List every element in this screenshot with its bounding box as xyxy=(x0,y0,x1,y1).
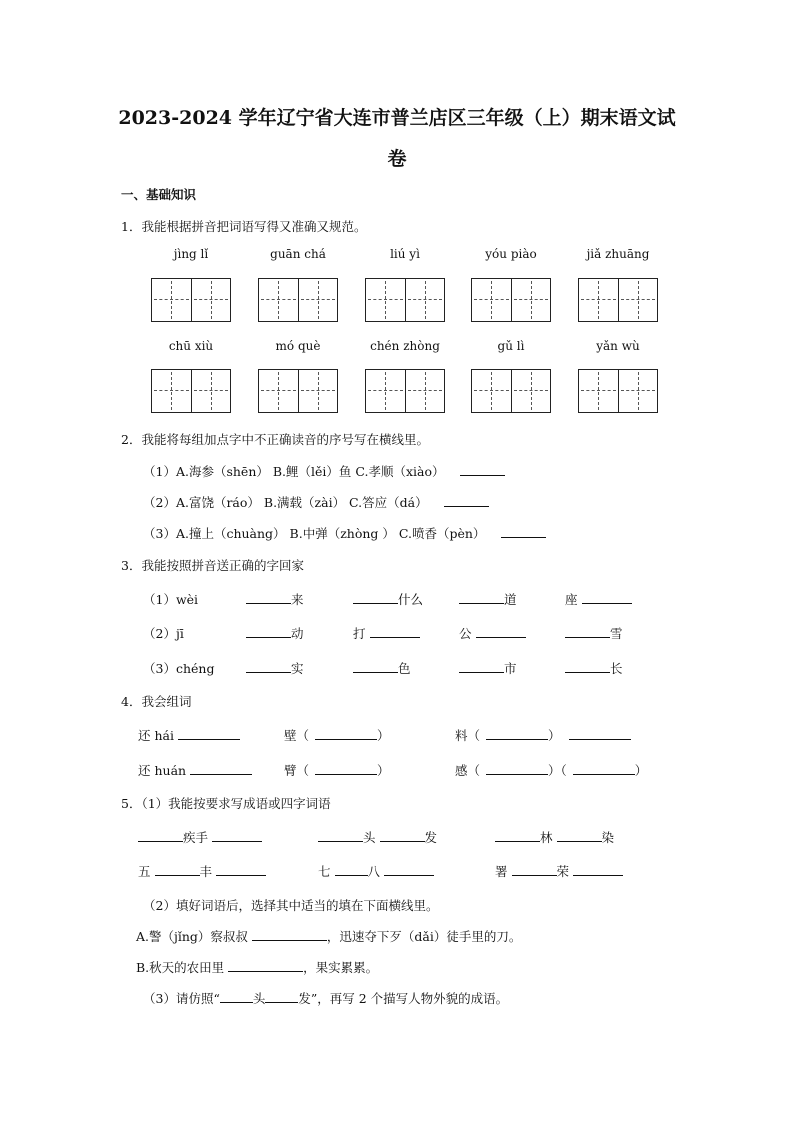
pinyin-label: mó què xyxy=(275,339,321,353)
answer-blank[interactable] xyxy=(569,727,631,740)
q5-item xyxy=(138,863,266,881)
q3-char: 什么 xyxy=(398,592,424,607)
q5-item xyxy=(495,829,614,847)
q5-char: 疾手 xyxy=(183,830,209,845)
writing-grid[interactable] xyxy=(151,369,231,413)
q4-bracket: ） xyxy=(548,728,561,743)
q4-item xyxy=(455,727,631,745)
q3-label: （2）jī xyxy=(143,626,184,641)
writing-grid[interactable] xyxy=(258,278,338,322)
q1-prompt: 1．我能根据拼音把词语写得又准确又规范。 xyxy=(121,219,367,234)
q3-char: 动 xyxy=(291,626,304,641)
q2-item xyxy=(143,494,489,512)
writing-grid[interactable] xyxy=(258,369,338,413)
answer-blank[interactable] xyxy=(335,863,368,876)
q3-cell xyxy=(565,660,623,678)
answer-blank[interactable] xyxy=(459,591,504,604)
writing-grid[interactable] xyxy=(471,369,551,413)
q2-item-text: （2）A.富饶（ráo） B.满载（zài） C.答应（dá） xyxy=(143,495,428,510)
q5-char: 头 xyxy=(363,830,376,845)
q3-cell xyxy=(353,625,420,643)
q4-bracket: ） xyxy=(634,763,648,778)
answer-blank[interactable] xyxy=(265,990,298,1003)
answer-blank[interactable] xyxy=(384,863,434,876)
answer-blank[interactable] xyxy=(353,660,398,673)
answer-blank[interactable] xyxy=(565,625,610,638)
q4-char: 还 huán xyxy=(138,763,187,778)
answer-blank[interactable] xyxy=(246,660,291,673)
q3-cell xyxy=(459,660,517,678)
q4-bracket: ） xyxy=(377,728,390,743)
pinyin-label: jìng lǐ xyxy=(173,247,209,261)
answer-blank[interactable] xyxy=(495,829,540,842)
answer-blank[interactable] xyxy=(501,525,546,538)
q5-char: 七 xyxy=(318,864,331,879)
answer-blank[interactable] xyxy=(315,762,377,775)
q5-sentence-b xyxy=(136,959,378,977)
q5-item xyxy=(318,829,437,847)
q3-cell xyxy=(565,591,632,609)
writing-grid[interactable] xyxy=(365,278,445,322)
q3-char: 雪 xyxy=(610,626,623,641)
answer-blank[interactable] xyxy=(486,727,548,740)
answer-blank[interactable] xyxy=(138,829,183,842)
q4-bracket: ）（ xyxy=(548,763,567,778)
section-heading: 一、基础知识 xyxy=(121,187,197,202)
q3-cell xyxy=(459,625,526,643)
q3-cell xyxy=(459,591,517,609)
q5-item xyxy=(318,863,434,881)
q3-cell xyxy=(353,660,411,678)
q5-subprompt-3 xyxy=(143,990,508,1008)
answer-blank[interactable] xyxy=(460,463,505,476)
q3-label: （3）chéng xyxy=(143,661,215,676)
q4-bracket: ） xyxy=(377,763,390,778)
q5-char: 发 xyxy=(424,830,438,845)
q4-prompt: 4．我会组词 xyxy=(121,694,192,709)
pinyin-label: yóu piào xyxy=(485,247,537,261)
answer-blank[interactable] xyxy=(512,863,557,876)
answer-blank[interactable] xyxy=(252,928,327,941)
q5-text: （3）请仿照“ xyxy=(143,991,220,1006)
q4-item xyxy=(138,762,252,780)
q3-prompt: 3．我能按照拼音送正确的字回家 xyxy=(121,558,304,573)
exam-title-continued: 卷 xyxy=(387,148,407,170)
q5-char: 五 xyxy=(138,864,151,879)
answer-blank[interactable] xyxy=(573,863,623,876)
q4-char: 臂（ xyxy=(284,763,310,778)
q4-item xyxy=(138,727,240,745)
q5-sentence-text: A.警（jǐng）察叔叔 xyxy=(136,929,248,944)
q3-label: （1）wèi xyxy=(143,592,199,607)
q3-char: 来 xyxy=(291,592,304,607)
q2-item-text: （1）A.海参（shēn） B.鲤（lěi）鱼 C.孝顺（xiào） xyxy=(143,464,445,479)
writing-grid[interactable] xyxy=(578,278,658,322)
writing-grid[interactable] xyxy=(365,369,445,413)
answer-blank[interactable] xyxy=(444,494,489,507)
q2-item xyxy=(143,525,546,543)
answer-blank[interactable] xyxy=(573,762,635,775)
q5-item xyxy=(138,829,262,847)
answer-blank[interactable] xyxy=(380,829,425,842)
exam-title: 2023-2024 学年辽宁省大连市普兰店区三年级（上）期末语文试 xyxy=(118,107,676,129)
q5-item xyxy=(495,863,623,881)
q4-item xyxy=(455,762,647,780)
pinyin-label: chū xiù xyxy=(168,339,214,353)
q3-char: 实 xyxy=(291,661,304,676)
q3-cell xyxy=(353,591,423,609)
q3-char: 公 xyxy=(459,626,472,641)
q4-char: 壁（ xyxy=(284,728,310,743)
answer-blank[interactable] xyxy=(370,625,420,638)
q4-item xyxy=(284,727,390,745)
q5-text: 头 xyxy=(252,991,266,1006)
q4-char: 料（ xyxy=(455,728,481,743)
answer-blank[interactable] xyxy=(246,591,291,604)
q4-item xyxy=(284,762,390,780)
q4-char: 感（ xyxy=(455,763,481,778)
answer-blank[interactable] xyxy=(178,727,240,740)
q5-char: 丰 xyxy=(199,864,213,879)
q3-char: 座 xyxy=(565,592,578,607)
writing-grid[interactable] xyxy=(578,369,658,413)
q5-char: 署 xyxy=(495,864,508,879)
q3-cell xyxy=(565,625,623,643)
q5-subprompt: （2）填好词语后，选择其中适当的填在下面横线里。 xyxy=(143,898,439,913)
pinyin-label: chén zhòng xyxy=(370,339,440,353)
q2-item-text: （3）A.撞上（chuàng） B.中弹（zhòng ） C.喷香（pèn） xyxy=(143,526,486,541)
pinyin-label: guān chá xyxy=(270,247,326,261)
answer-blank[interactable] xyxy=(486,762,548,775)
q5-char: 染 xyxy=(601,830,615,845)
q5-sentence-a xyxy=(136,928,521,946)
answer-blank[interactable] xyxy=(476,625,526,638)
answer-blank[interactable] xyxy=(557,829,602,842)
answer-blank[interactable] xyxy=(228,959,303,972)
answer-blank[interactable] xyxy=(318,829,363,842)
answer-blank[interactable] xyxy=(212,829,262,842)
q5-text: 发”，再写 2 个描写人物外貌的成语。 xyxy=(298,991,509,1006)
q3-char: 色 xyxy=(398,661,411,676)
answer-blank[interactable] xyxy=(246,625,291,638)
q5-sentence-text: ，果实累累。 xyxy=(303,960,379,975)
q5-sentence-text: ，迅速夺下歹（dǎi）徒手里的刀。 xyxy=(326,929,522,944)
answer-blank[interactable] xyxy=(565,660,610,673)
q3-char: 市 xyxy=(504,661,517,676)
q2-prompt: 2．我能将每组加点字中不正确读音的序号写在横线里。 xyxy=(121,432,429,447)
pinyin-label: yǎn wù xyxy=(596,339,640,353)
q2-item xyxy=(143,463,505,481)
q5-prompt: 5．（1）我能按要求写成语或四字词语 xyxy=(121,796,331,811)
writing-grid[interactable] xyxy=(151,278,231,322)
q5-char: 林 xyxy=(540,830,553,845)
answer-blank[interactable] xyxy=(459,660,504,673)
q3-cell xyxy=(246,591,304,609)
q3-cell xyxy=(246,625,304,643)
answer-blank[interactable] xyxy=(190,762,252,775)
answer-blank[interactable] xyxy=(155,863,200,876)
answer-blank[interactable] xyxy=(220,990,253,1003)
answer-blank[interactable] xyxy=(216,863,266,876)
q5-sentence-text: B.秋天的农田里 xyxy=(136,960,225,975)
answer-blank[interactable] xyxy=(315,727,377,740)
pinyin-label: gǔ lì xyxy=(497,339,525,353)
q3-char: 长 xyxy=(610,661,623,676)
writing-grid[interactable] xyxy=(471,278,551,322)
q3-char: 打 xyxy=(353,626,366,641)
q5-char: 荣 xyxy=(556,864,570,879)
q3-cell xyxy=(246,660,304,678)
q5-char: 八 xyxy=(367,864,381,879)
pinyin-label: jiǎ zhuāng xyxy=(586,247,650,261)
pinyin-label: liú yì xyxy=(390,247,420,261)
answer-blank[interactable] xyxy=(353,591,398,604)
answer-blank[interactable] xyxy=(582,591,632,604)
q3-char: 道 xyxy=(504,592,517,607)
q4-char: 还 hái xyxy=(138,728,174,743)
